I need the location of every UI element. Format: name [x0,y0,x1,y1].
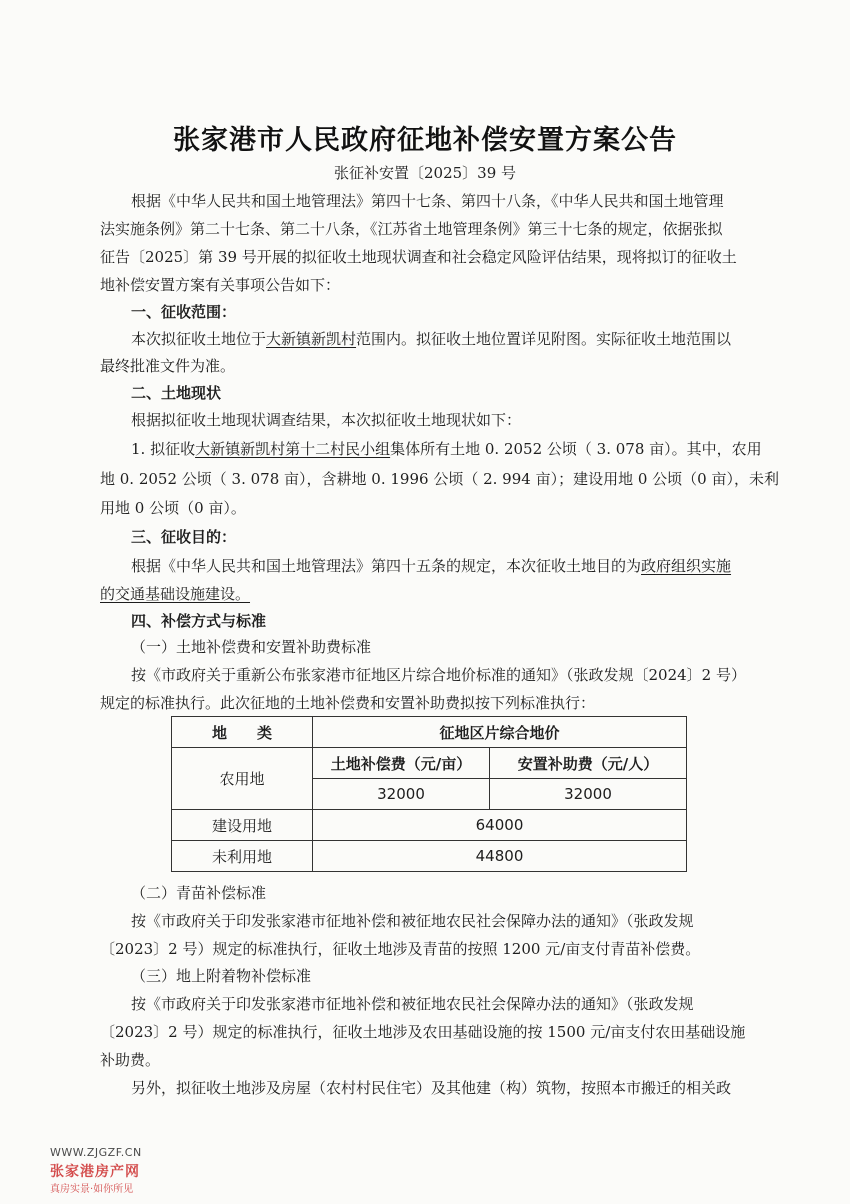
agricultural-land-compensation: 32000 [313,779,490,810]
section-2-line-3: 用地 0 公顷（0 亩）。 [100,499,246,517]
header-land-type: 地 类 [172,717,313,748]
row-unused-label: 未利用地 [172,841,313,872]
intro-line-3: 征告〔2025〕第 39 号开展的拟征收土地现状调查和社会稳定风险评估结果，现将拟订的征收土 [100,248,737,266]
watermark-slogan: 真房实景·如你所见 [50,1184,134,1195]
watermark-name: 张家港房产网 [50,1164,140,1180]
section-4-2-line-1: 按《市政府关于印发张家港市征地补偿和被征地农民社会保障办法的通知》（张政发规 [131,912,694,930]
section-2-heading: 二、土地现状 [131,384,222,402]
section-4-1-line-1: 按《市政府关于重新公布张家港市征地区片综合地价标准的通知》（张政发规〔2024〕2 号） [131,666,746,684]
section-3-heading: 三、征收目的： [131,528,237,546]
intro-line-2: 法实施条例》第二十七条、第二十八条，《江苏省土地管理条例》第三十七条的规定，依据张拟 [100,220,723,238]
section-1-line-1: 本次拟征收土地位于大新镇新凯村范围内。拟征收土地位置详见附图。实际征收土地范围以 [131,330,732,348]
section-4-extra-line: 另外，拟征收土地涉及房屋（农村村民住宅）及其他建（构）筑物，按照本市搬迁的相关政 [131,1079,732,1097]
header-resettlement-subsidy: 安置补助费（元/人） [490,748,687,779]
document-title: 张家港市人民政府征地补偿安置方案公告 [173,125,677,156]
purpose-text: 政府组织实施 [641,557,732,575]
village-name: 大新镇新凯村 [266,330,357,348]
agricultural-resettlement-subsidy: 32000 [490,779,687,810]
compensation-table [171,716,687,872]
construction-land-value: 64000 [313,810,687,841]
section-2-line-2: 地 0. 2052 公顷（ 3. 078 亩），含耕地 0. 1996 公顷（ 2. 994 亩）；建设用地 0 公顷（0 亩），未利 [100,470,779,488]
section-1-line-2: 最终批准文件为准。 [100,357,236,375]
section-4-1-line-2: 规定的标准执行。此次征地的土地补偿费和安置补助费拟按下列标准执行： [100,694,596,712]
section-1-heading: 一、征收范围： [131,303,237,321]
section-4-3-line-1: 按《市政府关于印发张家港市征地补偿和被征地农民社会保障办法的通知》（张政发规 [131,995,694,1013]
header-land-compensation: 土地补偿费（元/亩） [313,748,490,779]
intro-line-4: 地补偿安置方案有关事项公告如下： [100,276,341,294]
section-4-1-title: （一）土地补偿费和安置补助费标准 [131,638,372,656]
intro-line-1: 根据《中华人民共和国土地管理法》第四十七条、第四十八条，《中华人民共和国土地管理 [131,192,724,210]
unused-land-value: 44800 [313,841,687,872]
section-2-line-1: 1. 拟征收大新镇新凯村第十二村民小组集体所有土地 0. 2052 公顷（ 3. 078 亩）。其中，农用 [131,440,762,458]
section-4-2-title: （二）青苗补偿标准 [131,884,267,902]
section-4-3-line-2: 〔2023〕2 号）规定的标准执行，征收土地涉及农田基础设施的按 1500 元/亩支付农田基础设施 [100,1023,746,1041]
section-4-3-line-3: 补助费。 [100,1051,161,1069]
section-4-heading: 四、补偿方式与标准 [131,612,267,630]
purpose-text-2: 的交通基础设施建设。 [100,585,251,603]
row-agricultural-label: 农用地 [172,748,313,810]
document-number: 张征补安置〔2025〕39 号 [333,164,517,182]
section-4-2-line-2: 〔2023〕2 号）规定的标准执行，征收土地涉及青苗的按照 1200 元/亩支付青苗补偿费。 [100,940,701,958]
section-3-line-1: 根据《中华人民共和国土地管理法》第四十五条的规定，本次征收土地目的为政府组织实施 [131,557,732,575]
section-3-line-2 [100,583,250,604]
row-construction-label: 建设用地 [172,810,313,841]
watermark-url: WWW.ZJGZF.CN [50,1146,142,1159]
section-2-intro: 根据拟征收土地现状调查结果，本次拟征收土地现状如下： [131,411,522,429]
section-4-3-title: （三）地上附着物补偿标准 [131,967,312,985]
header-price: 征地区片综合地价 [313,717,687,748]
group-name: 大新镇新凯村第十二村民小组 [195,440,391,458]
